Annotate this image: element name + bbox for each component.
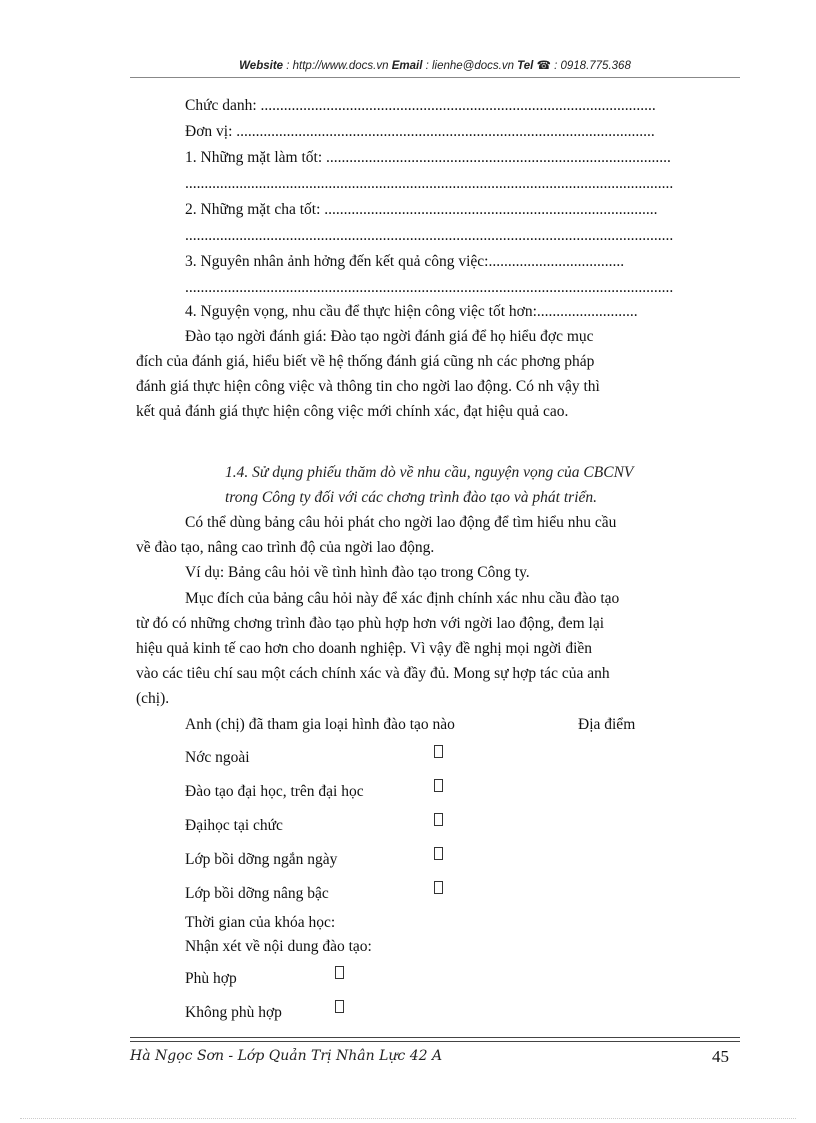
option-label: Nớc ngoài <box>185 749 250 766</box>
example-line: Ví dụ: Bảng câu hỏi về tình hình đào tạo trong Công ty. <box>185 564 530 581</box>
tel-label: Tel <box>517 60 534 72</box>
duration-label: Thời gian của khóa học: <box>185 914 336 931</box>
option-checkbox[interactable] <box>434 881 443 894</box>
website-label: Website <box>239 60 284 72</box>
paragraph-line: hiệu quả kinh tế cao hơn cho doanh nghiệp. Vì vậy đề nghị mọi ngời điền <box>136 640 593 657</box>
option-label: Lớp bồi dỡng ngắn ngày <box>185 851 338 868</box>
form-line-causes: 3. Nguyên nhân ảnh hởng đến kết quả công việc:................................... <box>185 253 625 270</box>
paragraph-line: về đào tạo, nâng cao trình độ của ngời lao động. <box>136 539 435 556</box>
paragraph-line: kết quả đánh giá thực hiện công việc mới chính xác, đạt hiệu quả cao. <box>136 403 569 420</box>
option-checkbox[interactable] <box>434 847 443 860</box>
paragraph-line: vào các tiêu chí sau một cách chính xác và đầy đủ. Mong sự hợp tác của anh <box>136 665 610 682</box>
form-line-dots: .............................................................................................................................. <box>185 227 674 244</box>
paragraph-line: từ đó có những chơng trình đào tạo phù hợp hơn với ngời lao động, đem lại <box>136 615 605 632</box>
paragraph-line: Đào tạo ngời đánh giá: Đào tạo ngời đánh giá để họ hiểu đợc mục <box>185 328 594 345</box>
location-label: Địa điểm <box>578 716 636 733</box>
page-number: 45 <box>712 1047 729 1066</box>
footer-author-class: Hà Ngọc Sơn - Lớp Quản Trị Nhân Lực 42 A <box>130 1048 443 1064</box>
form-line-wishes: 4. Nguyện vọng, nhu cầu để thực hiện công việc tốt hơn:.......................... <box>185 303 638 320</box>
content-option-checkbox[interactable] <box>335 966 344 979</box>
content-option-label: Không phù hợp <box>185 1004 282 1021</box>
website-url[interactable]: : http://www.docs.vn <box>283 60 392 72</box>
email-address[interactable]: : lienhe@docs.vn <box>422 60 518 72</box>
content-option-label: Phù hợp <box>185 970 237 987</box>
content-label: Nhận xét về nội dung đào tạo: <box>185 938 372 955</box>
form-line-dots: .............................................................................................................................. <box>185 175 674 192</box>
form-line-weak-points: 2. Những mặt cha tốt: ...................................................................................... <box>185 201 658 218</box>
section-heading-line: 1.4. Sử dụng phiếu thăm dò về nhu cầu, nguyện vọng của CBCNV <box>225 464 634 481</box>
form-line-dots: .............................................................................................................................. <box>185 279 674 296</box>
tel-number: : 0918.775.368 <box>550 60 631 72</box>
email-label: Email <box>391 60 423 72</box>
page-edge-dots <box>20 1118 796 1119</box>
form-line-good-points: 1. Những mặt làm tốt: ......................................................................................... <box>185 149 671 166</box>
page-header <box>130 58 740 72</box>
option-checkbox[interactable] <box>434 813 443 826</box>
survey-question: Anh (chị) đã tham gia loại hình đào tạo nào <box>185 716 455 733</box>
paragraph-line: đánh giá thực hiện công việc và thông tin cho ngời lao động. Có nh vậy thì <box>136 378 600 395</box>
header-divider <box>130 77 740 78</box>
footer-divider <box>130 1037 740 1042</box>
option-checkbox[interactable] <box>434 745 443 758</box>
phone-icon: ☎ <box>536 60 551 72</box>
option-label: Đào tạo đại học, trên đại học <box>185 783 364 800</box>
option-checkbox[interactable] <box>434 779 443 792</box>
content-option-checkbox[interactable] <box>335 1000 344 1013</box>
option-label: Đạihọc tại chức <box>185 817 283 834</box>
paragraph-line: đích của đánh giá, hiểu biết về hệ thống đánh giá cũng nh các phơng pháp <box>136 353 595 370</box>
paragraph-line: (chị). <box>136 690 170 707</box>
form-line-unit: Đơn vị: ............................................................................................................ <box>185 123 655 140</box>
paragraph-line: Mục đích của bảng câu hỏi này để xác định chính xác nhu cầu đào tạo <box>185 590 620 607</box>
section-heading-line: trong Công ty đối với các chơng trình đào tạo và phát triển. <box>225 489 597 506</box>
paragraph-line: Có thể dùng bảng câu hỏi phát cho ngời lao động để tìm hiểu nhu cầu <box>185 514 617 531</box>
option-label: Lớp bồi dỡng nâng bậc <box>185 885 329 902</box>
form-line-job-title: Chức danh: ...................................................................................................... <box>185 97 656 114</box>
